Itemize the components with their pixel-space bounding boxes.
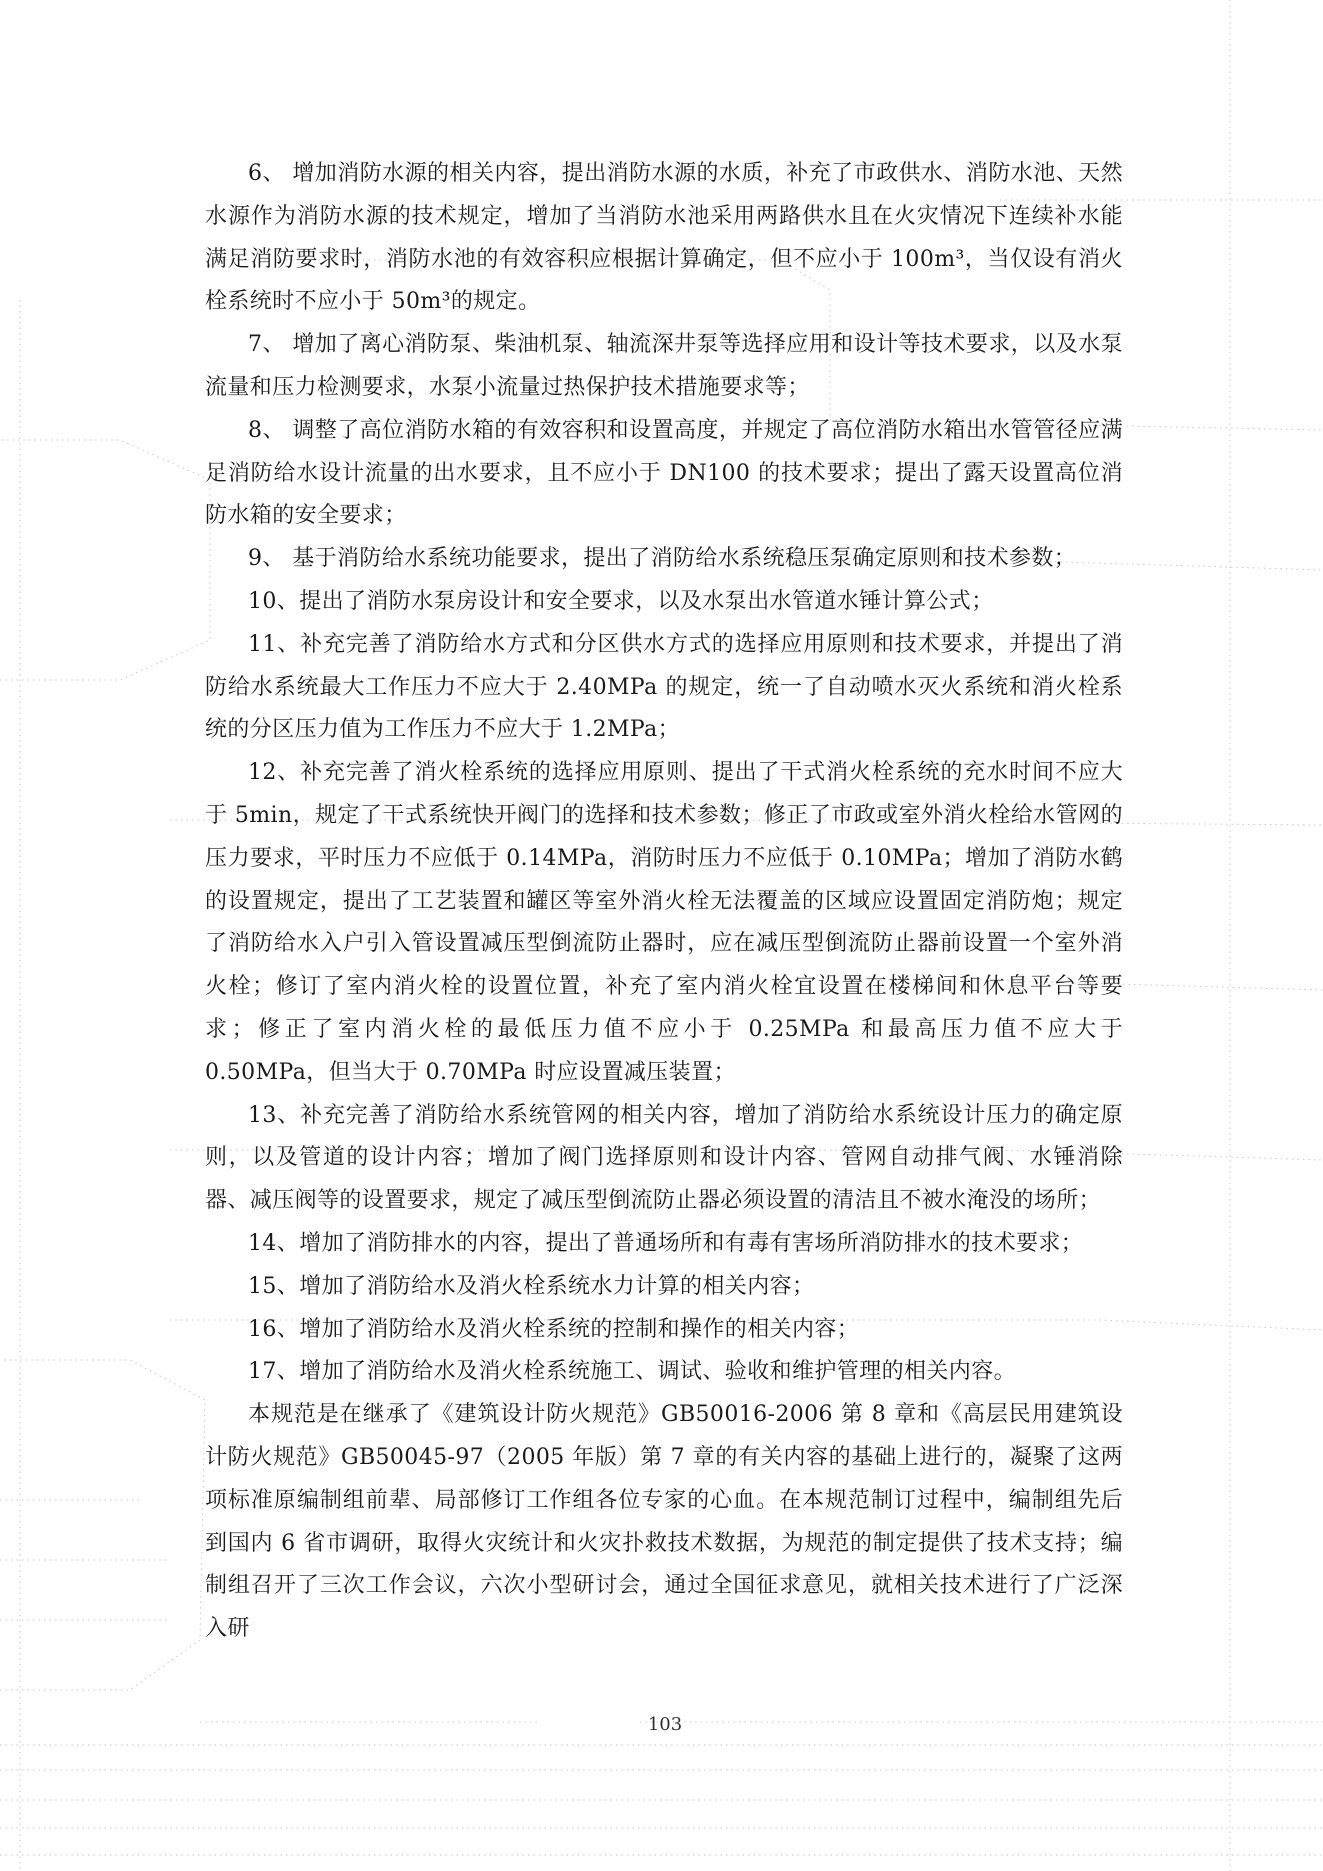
paragraph-background: 本规范是在继承了《建筑设计防火规范》GB50016-2006 第 8 章和《高层民用建筑设计防火规范》GB50045-97（2005 年版）第 7 章的有关内容的基础上进行的，凝聚了这两项标准原编制组前辈、局部修订工作组各位专家的心血。在本规范制订过程中，编制组先后到国内 6 省市调研，取得火灾统计和火灾扑救技术数据，为规范的制定提供了技术支持；编制组召开了三次工作会议，六次小型研讨会，通过全国征求意见，就相关技术进行了广泛深入研: [205, 1402, 1123, 1642]
paragraph-item-12: 12、补充完善了消火栓系统的选择应用原则、提出了干式消火栓系统的充水时间不应大于 5min，规定了干式系统快开阀门的选择和技术参数；修正了市政或室外消火栓给水管网的压力要求，平时压力不应低于 0.14MPa，消防时压力不应低于 0.10MPa；增加了消防水鹤的设置规定，提出了工艺装置和罐区等室外消火栓无法覆盖的区域应设置固定消防炮；规定了消防给水入户引入管设置减压型倒流防止器时，应在减压型倒流防止器前设置一个室外消火栓；修订了室内消火栓的设置位置，补充了室内消火栓宜设置在楼梯间和休息平台等要求；修正了室内消火栓的最低压力值不应小于 0.25MPa 和最高压力值不应大于 0.50MPa，但当大于 0.70MPa 时应设置减压装置；: [205, 760, 1123, 1085]
paragraph-item-6: 6、 增加消防水源的相关内容，提出消防水源的水质，补充了市政供水、消防水池、天然水源作为消防水源的技术规定，增加了当消防水池采用两路供水且在火灾情况下连续补水能满足消防要求时，消防水池的有效容积应根据计算确定，但不应小于 100m³，当仅设有消火栓系统时不应小于 50m³的规定。: [205, 161, 1123, 315]
paragraph-item-15: 15、增加了消防给水及消火栓系统水力计算的相关内容；: [248, 1273, 815, 1299]
paragraph-item-14: 14、增加了消防排水的内容，提出了普通场所和有毒有害场所消防排水的技术要求；: [248, 1230, 1084, 1256]
paragraph-item-16: 16、增加了消防给水及消火栓系统的控制和操作的相关内容；: [248, 1316, 860, 1342]
page-number: 103: [647, 1714, 683, 1735]
paragraph-item-17: 17、增加了消防给水及消火栓系统施工、调试、验收和维护管理的相关内容。: [248, 1359, 1016, 1385]
paragraph-item-13: 13、补充完善了消防给水系统管网的相关内容，增加了消防给水系统设计压力的确定原则，以及管道的设计内容；增加了阀门选择原则和设计内容、管网自动排气阀、水锤消除器、减压阀等的设置要求，规定了减压型倒流防止器必须设置的清洁且不被水淹没的场所；: [205, 1102, 1123, 1214]
paragraph-item-7: 7、 增加了离心消防泵、柴油机泵、轴流深井泵等选择应用和设计等技术要求，以及水泵流量和压力检测要求，水泵小流量过热保护技术措施要求等；: [205, 332, 1123, 400]
paragraph-item-10: 10、提出了消防水泵房设计和安全要求，以及水泵出水管道水锤计算公式；: [248, 588, 994, 614]
paragraph-item-8: 8、 调整了高位消防水箱的有效容积和设置高度，并规定了高位消防水箱出水管管径应满足消防给水设计流量的出水要求，且不应小于 DN100 的技术要求；提出了露天设置高位消防水箱的安全要求；: [205, 417, 1123, 529]
document-body: [205, 153, 1123, 1651]
paragraph-item-11: 11、补充完善了消防给水方式和分区供水方式的选择应用原则和技术要求，并提出了消防给水系统最大工作压力不应大于 2.40MPa 的规定，统一了自动喷水灭火系统和消火栓系统的分区压力值为工作压力不应大于 1.2MPa；: [205, 631, 1123, 743]
paragraph-item-9: 9、 基于消防给水系统功能要求，提出了消防给水系统稳压泵确定原则和技术参数；: [248, 546, 1077, 572]
